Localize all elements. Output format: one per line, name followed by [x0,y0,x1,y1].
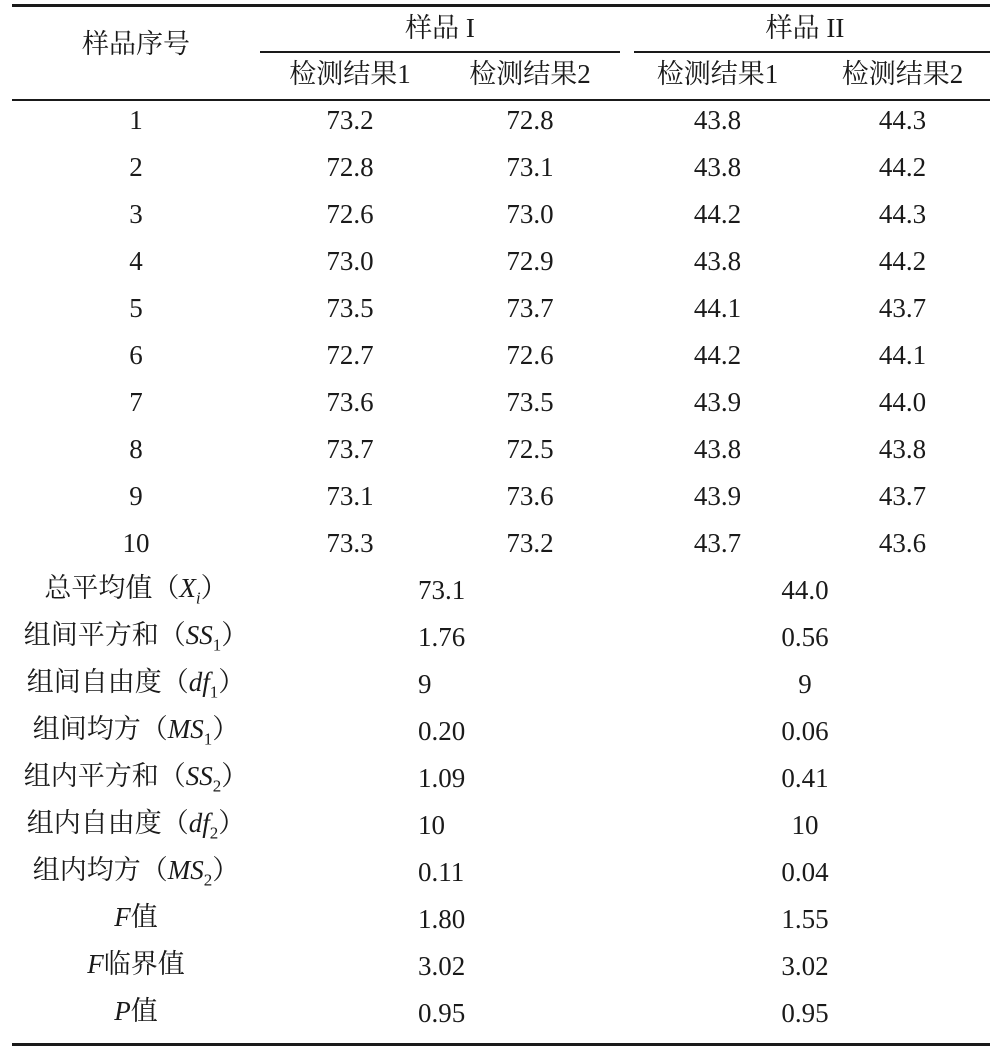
value-cell: 43.8 [693,105,742,135]
stat-subscript: 1 [212,635,222,655]
value-cell: 44.3 [878,105,927,135]
stat-value-sample1: 10 [418,810,445,840]
stat-symbol: X [179,572,196,603]
stat-value-sample2: 0.04 [781,857,829,887]
row-label-header: 样品序号 [82,28,190,59]
stat-symbol: P [114,995,131,1026]
stat-label-prefix: 组间平方和（ [23,619,186,650]
value-cell: 73.2 [326,105,374,135]
value-cell: 43.9 [693,481,742,511]
value-cell: 72.9 [506,246,554,276]
stat-label-suffix: 值 [130,901,158,932]
stat-label-prefix: 组间自由度（ [26,666,189,697]
row-id-cell: 8 [129,434,143,464]
group2-header: 样品 II [765,12,845,43]
table-row [12,426,990,473]
table-bottom-rule [12,1043,990,1046]
stat-symbol: SS [185,619,213,650]
value-cell: 73.5 [326,293,374,323]
value-cell: 73.0 [326,246,374,276]
stat-symbol: F [87,948,104,979]
value-cell: 73.6 [326,387,374,417]
stat-symbol: MS [167,713,204,744]
table-row [12,473,990,520]
stat-row [12,755,990,802]
stat-value-sample2: 10 [791,810,819,840]
stat-row [12,708,990,755]
stat-value-sample1: 1.80 [418,904,466,934]
stat-value-sample2: 0.56 [781,622,829,652]
stat-label-prefix: 组内自由度（ [26,807,189,838]
row-id-cell: 7 [129,387,143,417]
row-id-cell: 5 [129,293,143,323]
row-id-cell: 4 [129,246,143,276]
stat-value-sample2: 0.95 [781,998,829,1028]
stat-label [12,802,260,849]
value-cell: 43.7 [878,293,927,323]
table-row [12,332,990,379]
value-cell: 73.1 [506,152,554,182]
table-row [12,520,990,567]
value-cell: 73.7 [506,293,554,323]
stat-label-prefix: 总平均值（ [44,572,180,603]
value-cell: 43.8 [693,152,742,182]
value-cell: 72.5 [506,434,554,464]
value-cell: 72.7 [326,340,374,370]
value-cell: 43.6 [878,528,927,558]
stat-label-suffix: ） [218,807,246,838]
stat-row [12,802,990,849]
stat-value-sample2: 9 [798,669,812,699]
stat-label [12,567,260,614]
stat-row [12,849,990,896]
value-cell: 72.8 [326,152,374,182]
stat-value-sample1: 1.09 [418,763,466,793]
stat-label-prefix: 组间均方（ [32,713,168,744]
results-table [12,5,990,1037]
stat-symbol: SS [185,760,213,791]
value-cell: 43.7 [693,528,742,558]
stat-value-sample2: 0.06 [781,716,829,746]
stat-value-sample1: 0.20 [418,716,466,746]
stat-symbol: df [188,807,210,838]
stat-label [12,943,260,990]
stat-symbol: F [114,901,131,932]
stat-label [12,614,260,661]
sub-header-2: 检测结果2 [469,58,591,89]
value-cell: 44.3 [878,199,927,229]
stat-symbol: df [188,666,210,697]
group1-header: 样品 I [405,12,475,43]
value-cell: 72.8 [506,105,554,135]
stat-symbol: MS [167,854,204,885]
stat-subscript: 2 [209,823,219,843]
value-cell: 44.2 [693,199,742,229]
value-cell: 44.1 [878,340,927,370]
stat-value-sample1: 0.95 [418,998,466,1028]
stat-value-sample2: 3.02 [781,951,829,981]
row-id-cell: 2 [129,152,143,182]
stat-value-sample1: 1.76 [418,622,466,652]
value-cell: 73.2 [506,528,554,558]
value-cell: 44.1 [693,293,742,323]
stat-label-suffix: ） [212,713,240,744]
value-cell: 44.2 [878,152,927,182]
stat-value-sample2: 44.0 [781,575,829,605]
stat-value-sample2: 0.41 [781,763,829,793]
row-id-cell: 1 [129,105,143,135]
stat-value-sample1: 3.02 [418,951,466,981]
row-id-cell: 9 [129,481,143,511]
stat-label [12,990,260,1037]
value-cell: 73.1 [326,481,374,511]
stat-row [12,614,990,661]
value-cell: 43.7 [878,481,927,511]
row-id-cell: 3 [129,199,143,229]
stat-value-sample2: 1.55 [781,904,829,934]
table-row [12,285,990,332]
value-cell: 73.6 [506,481,554,511]
stat-value-sample1: 0.11 [418,857,465,887]
stat-label [12,661,260,708]
stat-row [12,943,990,990]
value-cell: 73.0 [506,199,554,229]
stat-subscript: 2 [203,870,213,890]
stat-label-suffix: ） [200,572,228,603]
sub-header-4: 检测结果2 [841,58,964,89]
value-cell: 72.6 [326,199,374,229]
sub-header-3: 检测结果1 [656,58,779,89]
stat-label [12,896,260,943]
stat-label-suffix: 值 [130,995,158,1026]
stat-row [12,567,990,614]
row-id-cell: 10 [122,528,150,558]
stat-label-suffix: ） [221,760,249,791]
value-cell: 73.5 [506,387,554,417]
stat-row [12,896,990,943]
stat-subscript: 2 [212,776,222,796]
stat-label-prefix: 组内均方（ [32,854,168,885]
value-cell: 72.6 [506,340,554,370]
value-cell: 43.8 [693,246,742,276]
value-cell: 43.8 [693,434,742,464]
stat-label [12,849,260,896]
row-id-cell: 6 [129,340,143,370]
table-row [12,97,990,144]
value-cell: 73.7 [326,434,374,464]
table-row [12,144,990,191]
stat-subscript: 1 [209,682,219,702]
value-cell: 44.0 [878,387,927,417]
stat-row [12,661,990,708]
stat-label-suffix: ） [218,666,246,697]
value-cell: 44.2 [693,340,742,370]
value-cell: 43.9 [693,387,742,417]
stat-value-sample1: 73.1 [418,575,466,605]
stat-label-prefix: 组内平方和（ [23,760,186,791]
stat-subscript: i [195,588,201,608]
stat-label-suffix: 临界值 [103,948,185,979]
stat-label-suffix: ） [212,854,240,885]
stat-label [12,708,260,755]
value-cell: 44.2 [878,246,927,276]
stat-row [12,990,990,1037]
stat-label [12,755,260,802]
table-row [12,238,990,285]
stat-label-suffix: ） [221,619,249,650]
value-cell: 73.3 [326,528,374,558]
value-cell: 43.8 [878,434,927,464]
table-row [12,379,990,426]
header-row-group [12,5,990,51]
sub-header-1: 检测结果1 [289,58,411,89]
stat-value-sample1: 9 [418,669,432,699]
stat-subscript: 1 [203,729,213,749]
table-row [12,191,990,238]
